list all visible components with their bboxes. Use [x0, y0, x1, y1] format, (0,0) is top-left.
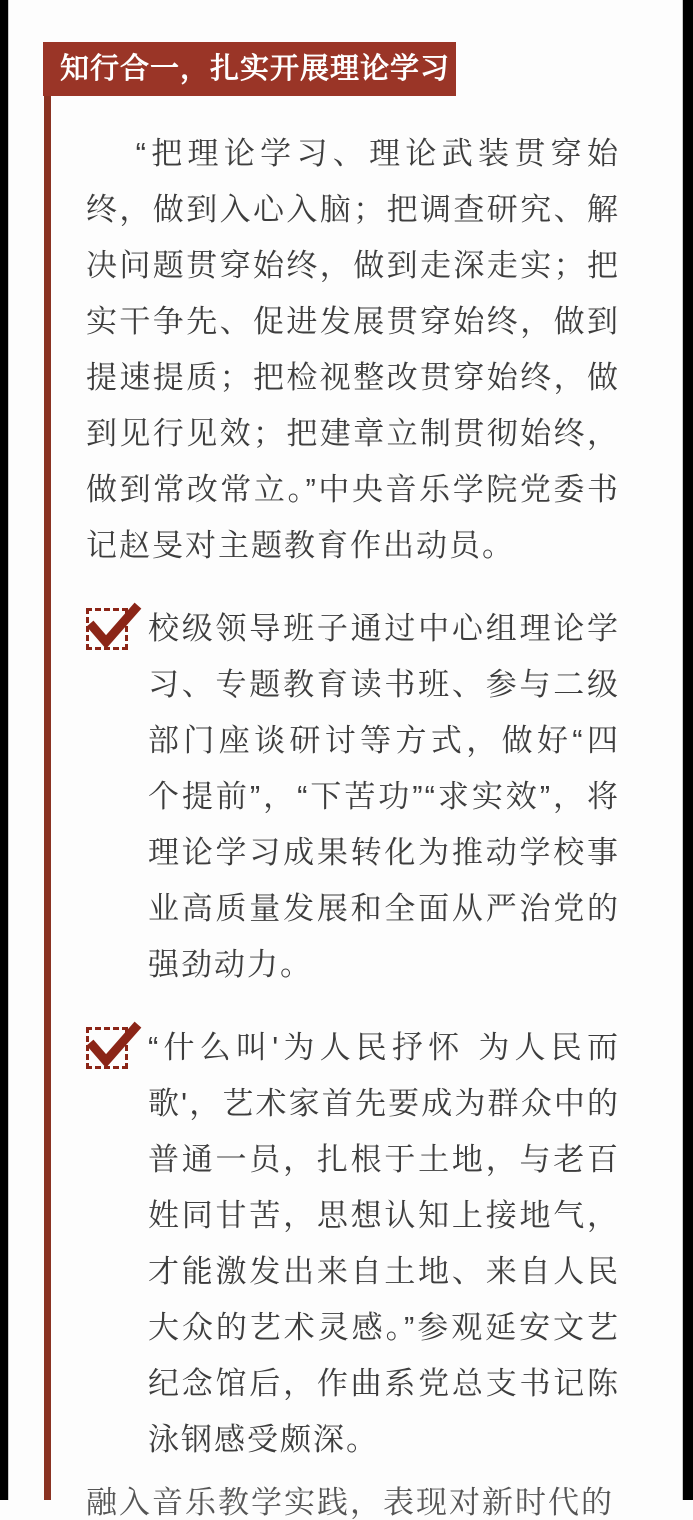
bullet-item	[86, 601, 620, 993]
left-black-bar	[0, 0, 9, 1500]
left-accent-line	[44, 96, 51, 1500]
right-black-bar	[682, 0, 693, 1500]
clipped-text-line: 融入音乐教学实践，表现对新时代的	[86, 1485, 614, 1520]
bullet-item	[86, 1020, 620, 1468]
article-body	[86, 126, 620, 1520]
section-title-banner	[43, 42, 456, 96]
checked-checkbox-icon	[86, 608, 128, 650]
section-title: 知行合一，扎实开展理论学习	[60, 53, 451, 85]
checkmark-icon	[85, 1018, 143, 1070]
bullet-text: “什么叫'为人民抒怀 为人民而歌'，艺术家首先要成为群众中的普通一员，扎根于土地，与老百姓同甘苦，思想认知上接地气，才能激发出来自土地、来自人民大众的艺术灵感。”参观延安文艺纪念馆后，作曲系党总支书记陈泳钢感受颇深。	[148, 1030, 620, 1457]
checked-checkbox-icon	[86, 1027, 128, 1069]
intro-paragraph: “把理论学习、理论武装贯穿始终，做到入心入脑；把调查研究、解决问题贯穿始终，做到走深走实；把实干争先、促进发展贯穿始终，做到提速提质；把检视整改贯穿始终，做到见行见效；把建章立制贯彻始终，做到常改常立。”中央音乐学院党委书记赵旻对主题教育作出动员。	[86, 136, 620, 563]
checkmark-icon	[85, 599, 143, 651]
bullet-text: 校级领导班子通过中心组理论学习、专题教育读书班、参与二级部门座谈研讨等方式，做好“四个提前”，“下苦功”“求实效”，将理论学习成果转化为推动学校事业高质量发展和全面从严治党的强劲动力。	[148, 611, 620, 982]
